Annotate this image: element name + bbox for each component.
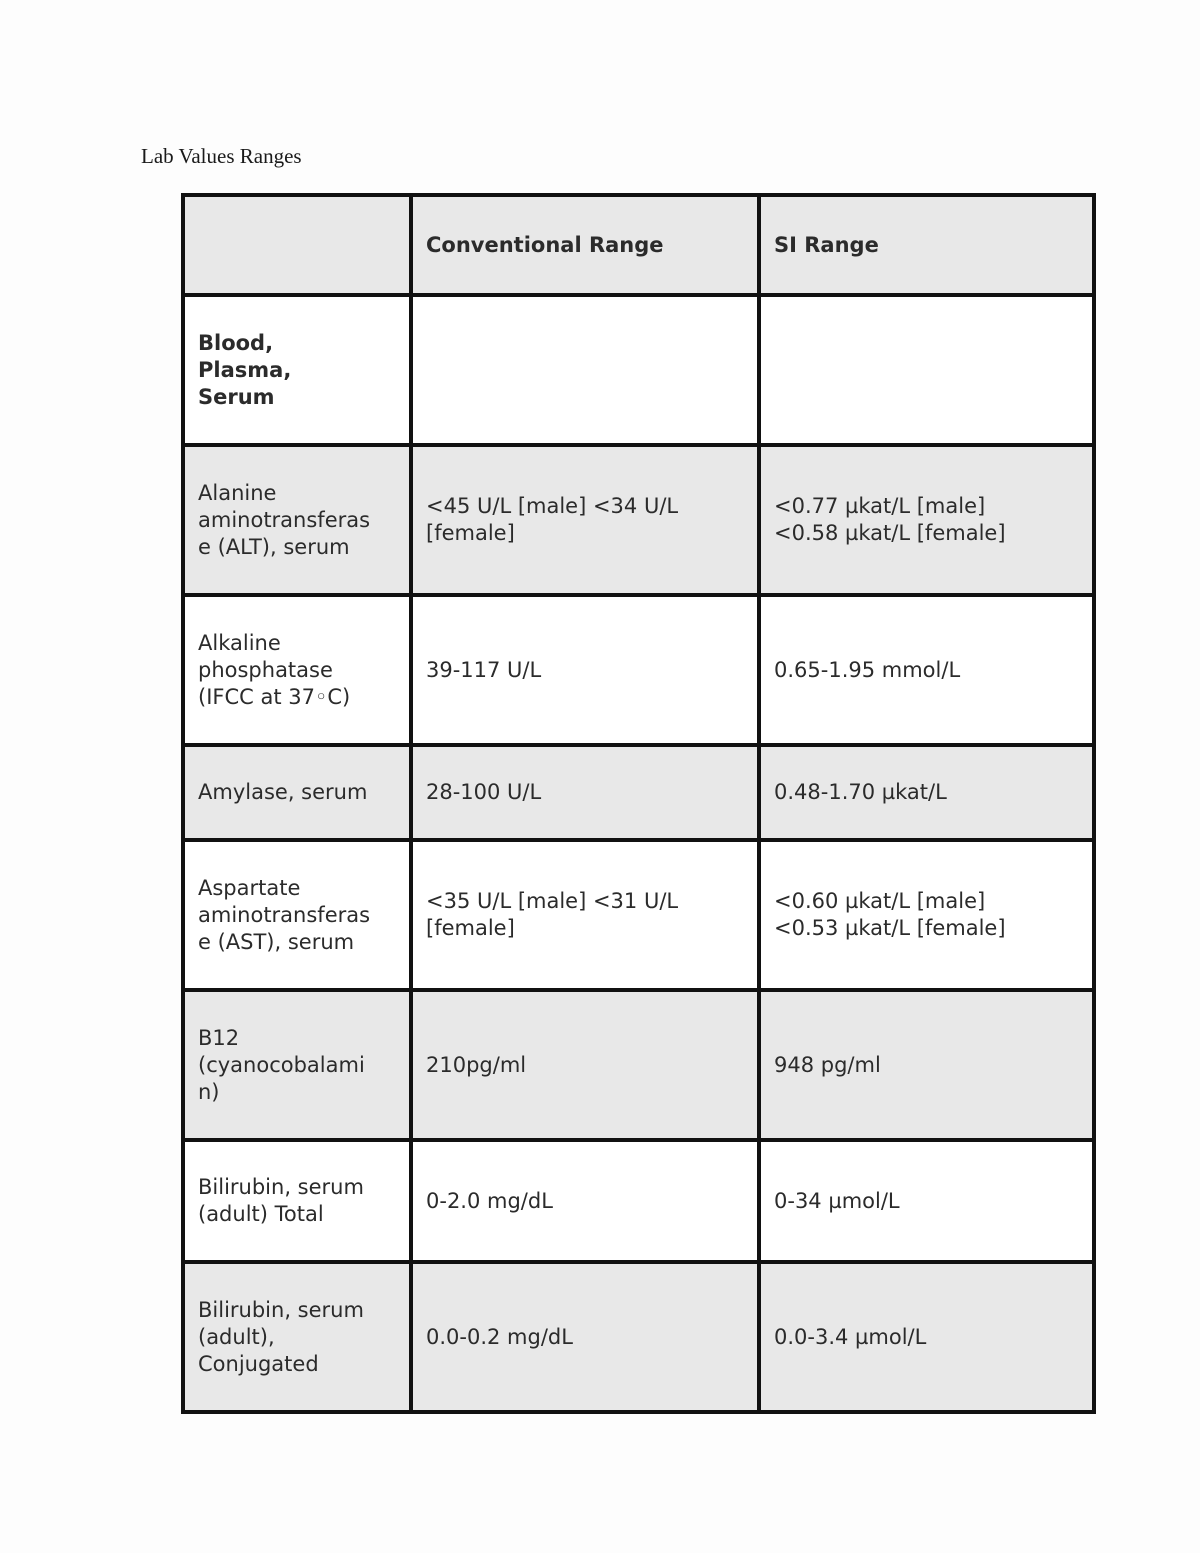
page-title: Lab Values Ranges bbox=[141, 144, 302, 168]
si-range-cell: <0.77 µkat/L [male] <0.58 µkat/L [female] bbox=[759, 445, 1094, 595]
section-label: Blood, Plasma, Serum bbox=[183, 295, 411, 445]
header-cell-si-range: SI Range bbox=[759, 195, 1094, 295]
test-name-cell: Bilirubin, serum (adult), Conjugated bbox=[183, 1262, 411, 1412]
test-name-cell: Bilirubin, serum (adult) Total bbox=[183, 1140, 411, 1262]
si-range-cell: 0.65-1.95 mmol/L bbox=[759, 595, 1094, 745]
table-row bbox=[183, 1262, 1094, 1412]
conventional-range-cell: 0.0-0.2 mg/dL bbox=[411, 1262, 759, 1412]
test-name-cell: Alanine aminotransferas e (ALT), serum bbox=[183, 445, 411, 595]
si-range-cell: 948 pg/ml bbox=[759, 990, 1094, 1140]
si-range-cell: <0.60 µkat/L [male] <0.53 µkat/L [female] bbox=[759, 840, 1094, 990]
conventional-range-cell: 210pg/ml bbox=[411, 990, 759, 1140]
test-name-cell: Amylase, serum bbox=[183, 745, 411, 840]
section-empty-cell bbox=[759, 295, 1094, 445]
conventional-range-cell: 28-100 U/L bbox=[411, 745, 759, 840]
table-row bbox=[183, 1140, 1094, 1262]
conventional-range-cell: <35 U/L [male] <31 U/L [female] bbox=[411, 840, 759, 990]
conventional-range-cell: 0-2.0 mg/dL bbox=[411, 1140, 759, 1262]
test-name-cell: B12 (cyanocobalami n) bbox=[183, 990, 411, 1140]
conventional-range-cell: 39-117 U/L bbox=[411, 595, 759, 745]
table-row bbox=[183, 990, 1094, 1140]
test-name-cell: Aspartate aminotransferas e (AST), serum bbox=[183, 840, 411, 990]
test-name-cell: Alkaline phosphatase (IFCC at 37◦C) bbox=[183, 595, 411, 745]
conventional-range-cell: <45 U/L [male] <34 U/L [female] bbox=[411, 445, 759, 595]
header-cell-test bbox=[183, 195, 411, 295]
si-range-cell: 0-34 µmol/L bbox=[759, 1140, 1094, 1262]
table-row bbox=[183, 445, 1094, 595]
table-header-row bbox=[183, 195, 1094, 295]
table-row bbox=[183, 745, 1094, 840]
table-row bbox=[183, 595, 1094, 745]
table-row bbox=[183, 840, 1094, 990]
section-row-blood-plasma-serum bbox=[183, 295, 1094, 445]
si-range-cell: 0.48-1.70 µkat/L bbox=[759, 745, 1094, 840]
si-range-cell: 0.0-3.4 µmol/L bbox=[759, 1262, 1094, 1412]
lab-values-table bbox=[181, 193, 1096, 1414]
header-cell-conventional-range: Conventional Range bbox=[411, 195, 759, 295]
section-empty-cell bbox=[411, 295, 759, 445]
